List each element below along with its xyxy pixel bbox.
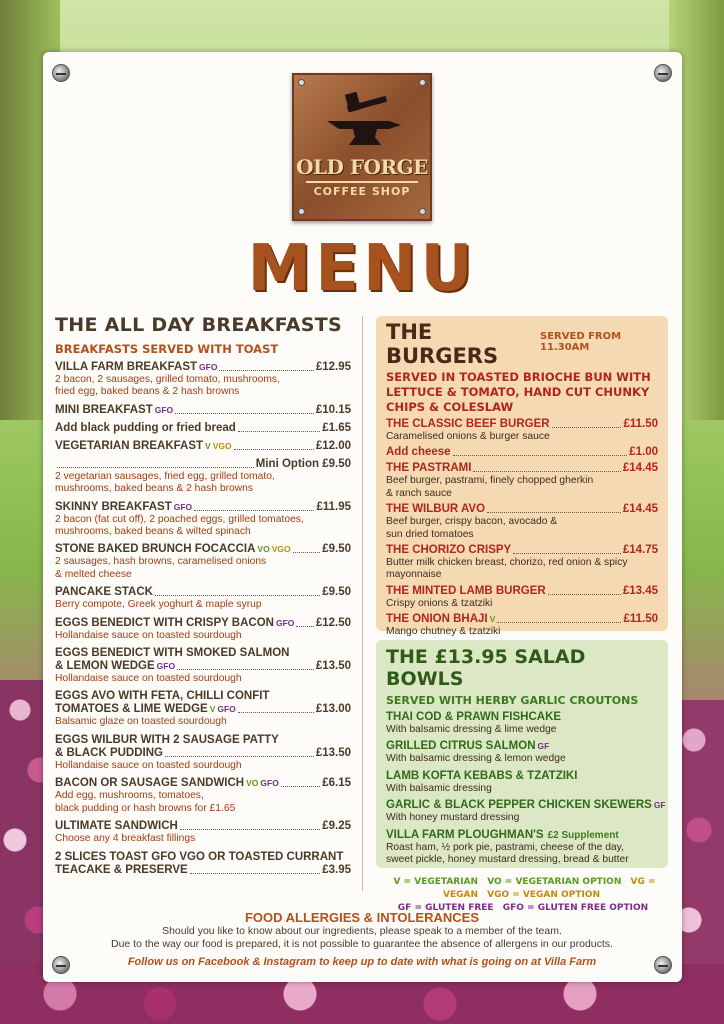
item-description: fried egg, baked beans & 2 hash browns [55,386,240,398]
menu-item [386,446,658,459]
item-description: & ranch sauce [386,487,452,499]
leader-dots [473,471,620,472]
item-row [55,404,351,417]
leader-dots [296,626,313,627]
menu-item [55,422,351,435]
menu-item [55,851,351,877]
item-price: £12.95 [315,361,351,373]
diet-tag: VO [257,544,270,555]
item-name: MINI BREAKFAST [55,403,153,416]
item-name: THE CHORIZO CRISPY [386,544,512,557]
leader-dots [487,512,621,513]
section-subheading: SERVED WITH HERBY GARLIC CROUTONS [386,694,639,707]
item-row [55,501,351,514]
item-name: TOMATOES & LIME WEDGE [55,703,208,716]
item-description: Berry compote, Greek yoghurt & maple syrup [55,599,262,611]
menu-item [55,361,351,399]
diet-tag: GF [537,741,550,752]
logo [292,73,432,221]
item-name: GARLIC & BLACK PEPPER CHICKEN SKEWERS [386,799,652,812]
menu-item [386,462,658,500]
item-price: £11.50 [623,418,658,430]
item-row [386,613,658,626]
item-price: £10.15 [315,403,351,416]
item-price: £13.50 [315,746,351,759]
menu-item [55,501,351,539]
item-name: SKINNY BREAKFAST [55,500,172,513]
item-description: Butter milk chicken breast, chorizo, red onion & spicy [386,557,628,569]
item-description: sun dried tomatoes [386,528,474,540]
menu-item [386,711,658,736]
diet-tag: VGO [271,544,291,555]
leader-dots [548,594,621,595]
item-row [386,799,666,812]
item-name: TEACAKE & PRESERVE [55,863,188,876]
item-row [386,770,658,783]
item-name-line [55,647,351,660]
legend-gfo: GFO = GLUTEN FREE OPTION [502,903,649,913]
item-description: With honey mustard dressing [386,812,520,824]
item-description: Hollandaise sauce on toasted sourdough [55,629,242,641]
menu-item [386,770,658,795]
menu-item [55,543,351,581]
item-name: VILLA FARM PLOUGHMAN'S [386,828,544,841]
diet-tag: VGO [212,440,232,451]
menu-item [386,829,658,867]
diet-tag: GFO [199,362,218,372]
item-name: THE ONION BHAJI [386,613,488,626]
menu-item [55,458,351,496]
item-row [55,820,351,833]
leader-dots [293,552,321,553]
item-description: & melted cheese [55,568,132,580]
item-price: £14.45 [622,503,658,516]
item-price: Mini Option £9.50 [255,457,351,470]
item-name-line [55,734,351,747]
leader-dots [165,756,314,757]
item-row [55,777,351,790]
item-name-line [55,851,351,864]
diet-tag: GFO [173,501,193,512]
item-name: 2 SLICES TOAST GFO VGO OR TOASTED CURRANT [55,850,344,863]
menu-item [386,544,658,582]
legend-gf: GF = GLUTEN FREE [397,903,494,913]
menu-item [55,647,351,685]
menu-item [55,690,351,728]
item-name: & LEMON WEDGE [55,660,155,673]
allergy-text: Due to the way our food is prepared, it is not possible to guarantee the absence of allergens in our products. [111,938,613,950]
item-row [386,446,658,459]
section-subheading: BREAKFASTS SERVED WITH TOAST [55,342,279,356]
item-description: Balsamic glaze on toasted sourdough [55,716,227,728]
anvil-hammer-icon [319,87,409,157]
item-price: £1.00 [629,446,658,459]
item-row [386,740,658,753]
menu-item [55,617,351,642]
item-row [55,458,351,471]
item-description: 2 bacon, 2 sausages, grilled tomato, mushrooms, [55,374,280,385]
item-row [386,418,658,431]
item-price: £12.50 [315,616,351,629]
leader-dots [57,467,254,468]
allergy-heading: FOOD ALLERGIES & INTOLERANCES [244,910,479,925]
burgers-section [376,316,668,638]
diet-tag: V [209,704,216,715]
menu-item [386,613,658,638]
social-follow: Follow us on Facebook & Instagram to keep up to date with what is going on at Villa Farm [127,956,597,968]
item-price: £11.50 [623,613,658,626]
section-heading: THE ALL DAY BREAKFASTS [55,314,342,336]
menu-item [55,820,351,845]
diet-tag: GFO [275,617,295,628]
diet-tag: GFO [260,778,279,789]
item-row [386,462,658,475]
item-price: £9.50 [322,586,351,599]
item-description: With balsamic dressing [386,782,492,794]
item-name: & BLACK PUDDING [55,746,163,759]
item-description: Caramelised onions & burger sauce [386,431,550,442]
logo-name: OLD FORGE [296,155,428,179]
item-price: £3.95 [322,863,351,876]
item-name: ULTIMATE SANDWICH [55,820,178,833]
item-row [386,544,658,557]
item-description: 2 bacon (fat cut off), 2 poached eggs, grilled tomatoes, [55,513,304,525]
leader-dots [281,786,320,787]
item-description: Choose any 4 breakfast fillings [55,833,196,845]
item-name: LAMB KOFTA KEBABS & TZATZIKI [386,769,578,782]
leader-dots [453,455,628,456]
legend-v: V = VEGETARIAN [393,877,479,887]
item-row [55,660,351,673]
item-description: Add egg, mushrooms, tomatoes, [55,790,204,802]
diet-tag: V [205,440,211,451]
item-description: Crispy onions & tzatziki [386,597,493,609]
screw-icon [52,64,70,82]
section-intro: SERVED IN TOASTED BRIOCHE BUN WITH LETTUCE & TOMATO, HAND CUT CHUNKY CHIPS & COLESLAW [386,370,651,414]
menu-item [386,585,658,610]
menu-item [386,799,666,824]
item-name: STONE BAKED BRUNCH FOCACCIA [55,543,256,556]
item-price: £12.00 [315,439,351,452]
item-name: THAI COD & PRAWN FISHCAKE [386,711,562,723]
item-description: mushrooms, baked beans & 2 hash browns [55,483,254,495]
item-name: THE CLASSIC BEEF BURGER [386,418,550,430]
item-name: EGGS BENEDICT WITH SMOKED SALMON [55,647,290,660]
diet-tag: GFO [217,704,236,715]
leader-dots [175,413,314,414]
item-description: 2 sausages, hash browns, caramelised onions [55,556,267,568]
menu-item [55,734,351,772]
item-name: PANCAKE STACK [55,586,153,599]
menu-item [55,586,351,611]
item-price: £13.45 [622,584,658,597]
item-name: BACON OR SAUSAGE SANDWICH [55,777,245,790]
diet-tag: GFO [154,404,174,415]
diet-tag: GFO [156,661,176,672]
leader-dots [219,370,313,371]
leader-dots [238,431,320,432]
logo-subtitle: COFFEE SHOP [313,185,411,198]
item-price: £14.45 [622,462,658,475]
item-description: 2 vegetarian sausages, fried egg, grilled tomato, [55,470,275,482]
served-time: SERVED FROM 11.30AM [540,331,622,353]
item-row [386,711,658,724]
legend-vo: VO = VEGETARIAN OPTION [487,877,622,887]
item-name: EGGS BENEDICT WITH CRISPY BACON [55,616,274,629]
menu-item [55,440,351,453]
diet-tag: VO [246,778,259,789]
menu-item [55,777,351,815]
item-row [55,703,351,716]
item-description: Beef burger, crispy bacon, avocado & [386,516,558,528]
page-title: MENU [247,232,477,306]
item-price: £13.00 [315,703,351,716]
item-description: mushrooms, baked beans & wilted spinach [55,526,251,538]
item-row [386,585,658,598]
leader-dots [238,712,314,713]
item-description: With balsamic dressing & lime wedge [386,724,557,735]
item-description: sweet pickle, honey mustard dressing, bread & butter [386,854,629,866]
item-price: £11.95 [316,500,351,513]
item-row [55,586,351,599]
diet-tag: GF [653,800,666,811]
item-description: Beef burger, pastrami, finely chopped gherkin [386,475,594,487]
item-row [55,440,351,453]
item-row [55,543,351,556]
item-name-line [55,690,351,703]
item-description: Mango chutney & tzatziki [386,626,501,638]
item-price: £9.50 [322,543,351,556]
column-divider [362,316,363,891]
item-description: Hollandaise sauce on toasted sourdough [55,673,242,685]
item-name: THE WILBUR AVO [386,503,486,516]
item-row [55,422,351,435]
item-price: £1.65 [322,421,351,434]
leader-dots [190,873,321,874]
item-name: EGGS WILBUR WITH 2 SAUSAGE PATTY [55,733,279,746]
breakfast-section [55,314,351,877]
item-description: black pudding or hash browns for £1.65 [55,802,236,814]
leader-dots [513,553,621,554]
item-row [386,503,658,516]
menu-item [386,740,658,765]
supplement: £2 Supplement [547,829,619,841]
item-description: mayonnaise [386,569,442,581]
item-name: VEGETARIAN BREAKFAST [55,439,204,452]
item-name: EGGS AVO WITH FETA, CHILLI CONFIT [55,690,270,703]
item-description: With balsamic dressing & lemon wedge [386,753,566,765]
legend-vg: VG = VEGAN [442,877,656,900]
item-price: £13.50 [315,660,351,673]
salad-section [376,640,668,868]
menu-item [55,404,351,417]
item-row [55,864,351,877]
item-description: Hollandaise sauce on toasted sourdough [55,759,242,771]
item-name: THE MINTED LAMB BURGER [386,584,546,597]
item-row [55,361,351,374]
item-price: £9.25 [322,820,351,833]
section-heading: THE BURGERS [386,320,499,368]
item-row [386,829,658,842]
section-heading: THE £13.95 SALAD BOWLS [386,646,586,690]
item-price: £14.75 [622,544,658,557]
leader-dots [177,669,314,670]
item-price: £6.15 [322,777,351,790]
leader-dots [155,595,320,596]
menu-item [386,503,658,541]
leader-dots [180,829,320,830]
screw-icon [654,64,672,82]
item-row [55,617,351,630]
item-name: VILLA FARM BREAKFAST [55,361,198,373]
item-name: Add cheese [386,446,451,459]
leader-dots [497,622,621,623]
allergy-notice [60,910,664,968]
leader-dots [552,427,622,428]
legend-vgo: VGO = VEGAN OPTION [487,890,600,900]
item-row [55,747,351,760]
item-name: GRILLED CITRUS SALMON [386,740,536,753]
diet-tag: V [489,614,496,625]
item-description: Roast ham, ½ pork pie, pastrami, cheese of the day, [386,841,624,853]
item-name: THE PASTRAMI [386,462,472,475]
item-name: Add black pudding or fried bread [55,421,236,434]
menu-item [386,418,658,443]
leader-dots [234,449,314,450]
leader-dots [194,510,314,511]
allergy-text: Should you like to know about our ingredients, please speak to a member of the team. [162,925,562,937]
